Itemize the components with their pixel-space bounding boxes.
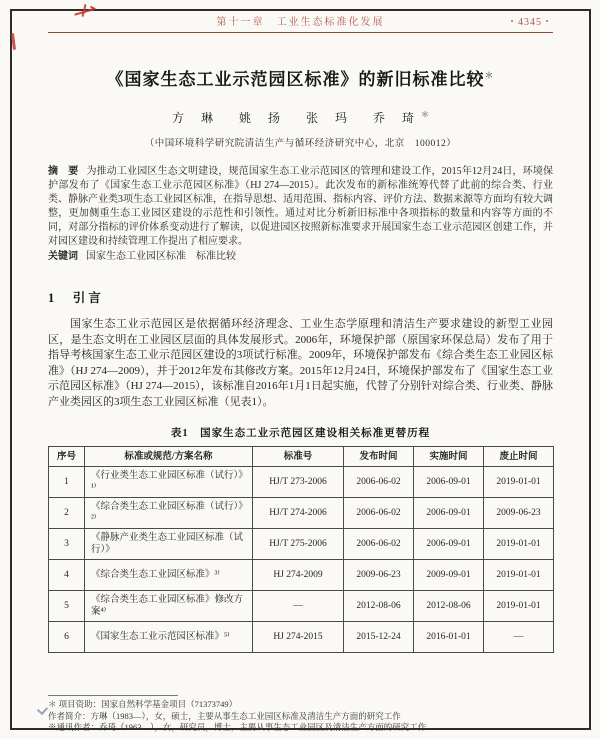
corresponding-author-mark: ＊ xyxy=(421,110,429,119)
cell-issued-date: 2006-06-02 xyxy=(344,529,414,560)
cell-index: 5 xyxy=(49,591,85,622)
cell-abolished-date: 2009-06-23 xyxy=(484,498,554,529)
col-header-index: 序号 xyxy=(49,447,85,467)
cell-issued-date: 2006-06-02 xyxy=(344,498,414,529)
table-row xyxy=(49,591,554,622)
cell-index: 2 xyxy=(49,498,85,529)
cell-standard-name: 《静脉产业类生态工业园区标准（试行）》 xyxy=(85,529,253,560)
cell-index: 3 xyxy=(49,529,85,560)
cell-index: 6 xyxy=(49,622,85,653)
affiliation: （中国环境科学研究院清洁生产与循环经济研究中心，北京 100012） xyxy=(144,139,457,149)
cell-index: 1 xyxy=(49,467,85,498)
table-row xyxy=(49,622,554,653)
author-names: 方 琳 姚 扬 张 玛 乔 琦 xyxy=(171,111,421,125)
footnote-rule xyxy=(48,695,178,696)
cell-effective-date: 2016-01-01 xyxy=(414,622,484,653)
col-header-issued: 发布时间 xyxy=(344,447,414,467)
col-header-number: 标准号 xyxy=(253,447,344,467)
cell-standard-number: HJ/T 275-2006 xyxy=(253,529,344,560)
cell-effective-date: 2006-09-01 xyxy=(414,467,484,498)
cell-abolished-date: 2019-01-01 xyxy=(484,467,554,498)
cell-effective-date: 2006-09-01 xyxy=(414,529,484,560)
table-row xyxy=(49,560,554,591)
cell-standard-number: — xyxy=(253,591,344,622)
cell-standard-number: HJ/T 273-2006 xyxy=(253,467,344,498)
chapter-title: 第十一章 工业生态标准化发展 xyxy=(216,17,385,28)
keywords-label: 关键词 xyxy=(48,251,78,262)
table-row xyxy=(49,467,554,498)
cell-issued-date: 2015-12-24 xyxy=(344,622,414,653)
cell-issued-date: 2009-06-23 xyxy=(344,560,414,591)
running-header xyxy=(48,13,553,27)
cell-index: 4 xyxy=(49,560,85,591)
abstract-label: 摘 要 xyxy=(48,166,79,177)
cell-effective-date: 2012-08-06 xyxy=(414,591,484,622)
table-row xyxy=(49,498,554,529)
keywords-line xyxy=(48,250,553,264)
cell-abolished-date: 2019-01-01 xyxy=(484,560,554,591)
keywords-text: 国家生态工业园区标准 标准比较 xyxy=(86,251,236,262)
cell-effective-date: 2009-09-01 xyxy=(414,560,484,591)
cell-standard-name: 《综合类生态工业园区标准》³⁾ xyxy=(85,560,253,591)
red-pen-mark-left xyxy=(11,33,16,50)
title-footnote-mark: ＊ xyxy=(484,70,495,81)
cell-abolished-date: 2019-01-01 xyxy=(484,591,554,622)
col-header-name: 标准或规范/方案名称 xyxy=(85,447,253,467)
cell-standard-name: 《综合类生态工业园区标准》修改方案⁴⁾ xyxy=(85,591,253,622)
section-heading: 1 引言 xyxy=(48,291,104,305)
cell-standard-name: 《综合类生态工业园区标准（试行）》²⁾ xyxy=(85,498,253,529)
page-content xyxy=(48,13,553,653)
table-header-row xyxy=(49,447,554,467)
intro-paragraph: 国家生态工业示范园区是依据循环经济理念、工业生态学原理和清洁生产要求建设的新型工业园区，是生态文明在工业园区层面的具体发展形式。2006年，环境保护部（原国家环保总局）发布了用于指导考核国家生态工业示范园区建设的3项试行标准。2009年，环境保护部发布《综合类生态工业园区标准》（HJ 274—2009），并于2012年发布其修改方案。2015年12月24日，环境保护部发布了《国家生态工业示范园区标准》（HJ 274—2015），该标准自2016年1月1日起实施，代替了分别针对综合类、行业类、静脉产业类园区的3项生态工业园区标准（见表1）。 xyxy=(48,318,553,408)
cell-standard-number: HJ/T 274-2006 xyxy=(253,498,344,529)
paper-title-text: 《国家生态工业示范园区标准》的新旧标准比较 xyxy=(106,70,485,89)
footnote-author-bio: 作者简介：方琳（1983—），女，硕士，主要从事生态工业园区标准及清洁生产方面的研究工作 xyxy=(48,710,401,721)
col-header-effective: 实施时间 xyxy=(414,447,484,467)
cell-standard-number: HJ 274-2015 xyxy=(253,622,344,653)
col-header-abolished: 废止时间 xyxy=(484,447,554,467)
standards-table xyxy=(48,446,554,653)
abstract-block xyxy=(48,165,553,249)
cell-issued-date: 2006-06-02 xyxy=(344,467,414,498)
cell-issued-date: 2012-08-06 xyxy=(344,591,414,622)
table-row xyxy=(49,529,554,560)
header-rule xyxy=(48,32,553,33)
cell-standard-name: 《行业类生态工业园区标准（试行）》¹⁾ xyxy=(85,467,253,498)
footnote-corresponding-author: ※通讯作者：乔琦（1963—），女，研究员，博士，主要从事生态工业园区及清洁生产方面的研究工作 xyxy=(48,722,427,732)
paper-title xyxy=(48,65,553,90)
cell-standard-name: 《国家生态工业示范园区标准》⁵⁾ xyxy=(85,622,253,653)
page-number: ・4345・ xyxy=(507,17,553,28)
authors-line xyxy=(48,109,553,126)
cell-abolished-date: 2019-01-01 xyxy=(484,529,554,560)
cell-abolished-date: — xyxy=(484,622,554,653)
table-caption: 表1 国家生态工业示范园区建设相关标准更替历程 xyxy=(170,428,431,439)
cell-effective-date: 2006-09-01 xyxy=(414,498,484,529)
cell-standard-number: HJ 274-2009 xyxy=(253,560,344,591)
blue-pen-mark-bottom xyxy=(37,704,48,715)
abstract-text: 为推动工业园区生态文明建设，规范国家生态工业示范园区的管理和建设工作，2015年12月24日，环境保护部发布了《国家生态工业示范园区标准》（HJ 274—2015）。此次发布的新标准统筹代替了此前的综合类、行业类、静脉产业类3项生态工业园区标准，在指导思想、适用范围、指标内容、评价方法、数据来源等方面均有较大调整，更加侧重生态工业园区建设的示范性和引领性。通过对比分析新旧标准中各项指标的数量和内容等方面的不同，对部分指标的评价体系变动进行了解读，以促进园区按照新标准要求开展国家生态工业示范园区创建工作，并对园区建设和持续管理工作提出了相应要求。 xyxy=(48,166,554,247)
footnote-block xyxy=(48,695,553,734)
footnote-funding: ＊ 项目资助：国家自然科学基金项目（71373749） xyxy=(48,699,238,709)
